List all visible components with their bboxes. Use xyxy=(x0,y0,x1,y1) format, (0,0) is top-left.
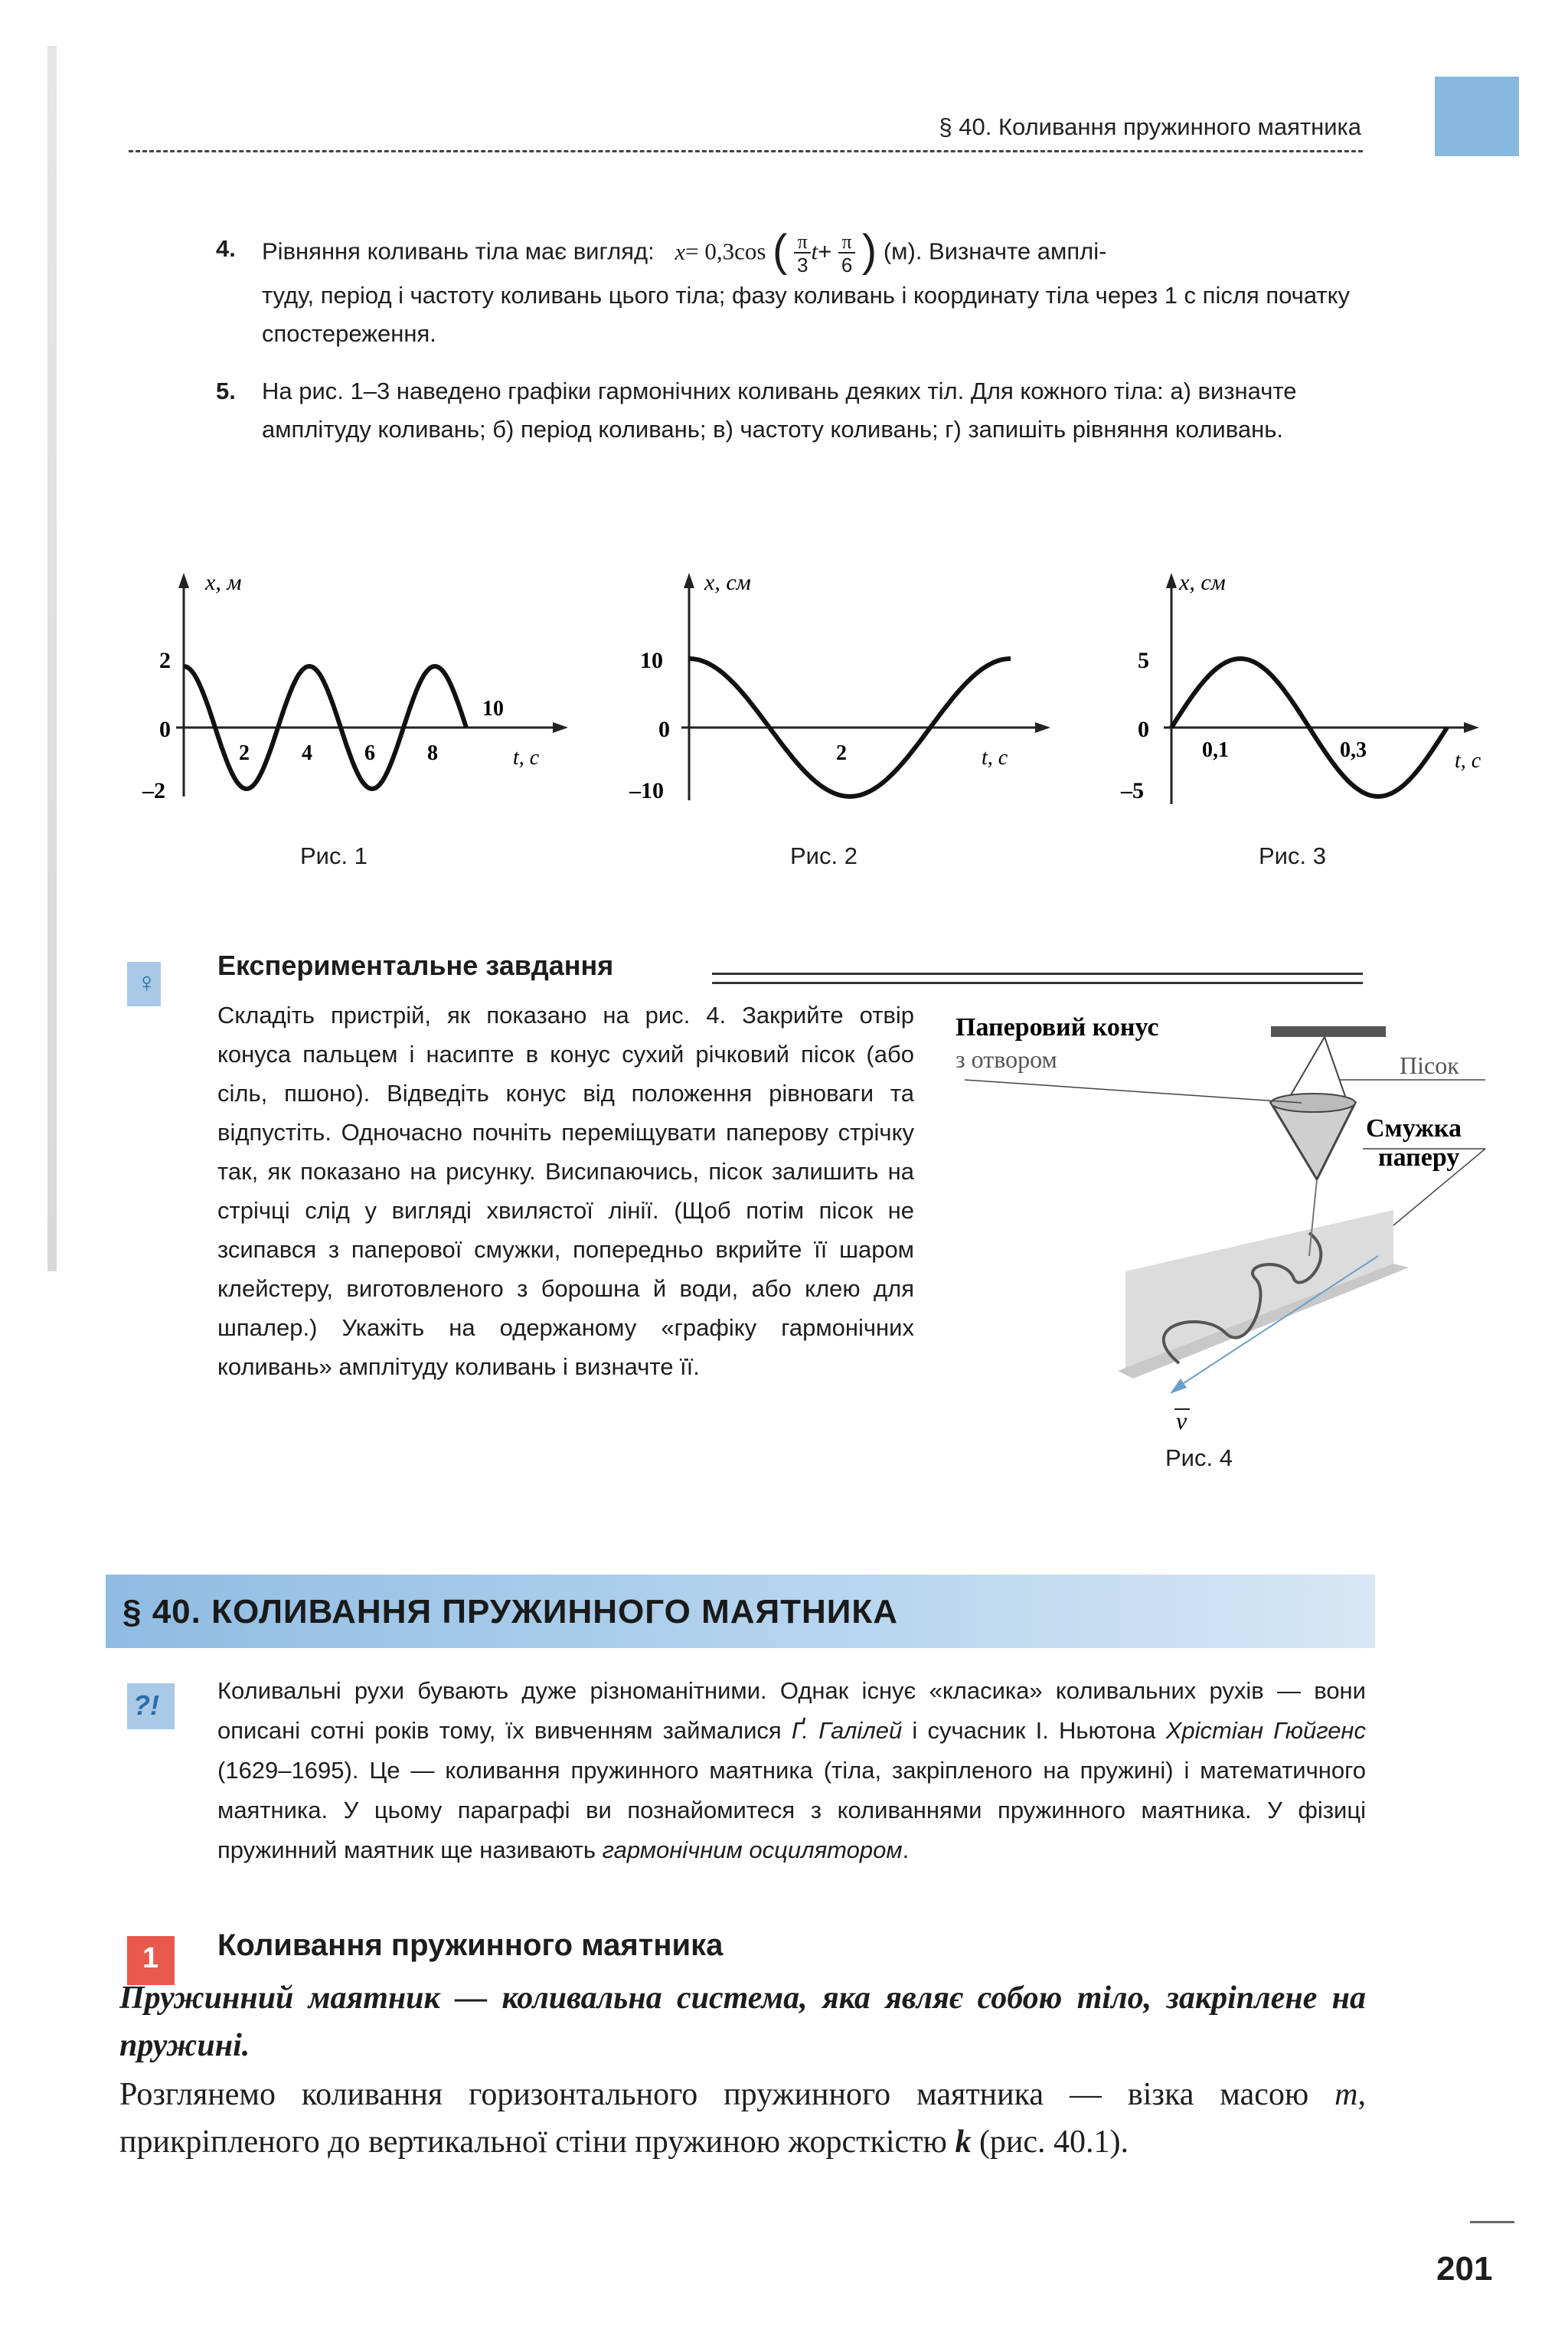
definition: Пружинний маятник — коливальна система, яка являє собою тіло, закріплене на пружині. xyxy=(119,1980,1366,2063)
y-tick-10: 10 xyxy=(640,648,663,673)
x-tick-0-1: 0,1 xyxy=(1202,738,1229,762)
y-tick-minus-10: –10 xyxy=(629,778,664,803)
task-4 xyxy=(216,225,1364,353)
x-label: t, с xyxy=(1455,749,1481,773)
label-velocity: v xyxy=(1176,1407,1187,1434)
question-icon: ?! xyxy=(127,1683,175,1729)
key-icon: ♀ xyxy=(127,962,161,1006)
x-tick-6: 6 xyxy=(364,741,375,765)
task-text: Рівняння коливань тіла має вигляд: x= 0,3cos ( $\frac{\pi}{3}t+ \frac{\pi}{6}$ ) (м). Визначте амплі- туду, період і частоту коливань цього тіла; фазу коливань і координату тіла через 1 с після початку спостереження. xyxy=(262,225,1350,347)
x-arrow xyxy=(553,722,568,733)
figure-4 xyxy=(949,1003,1501,1440)
task-text: На рис. 1–3 наведено графіки гармонічних коливань деяких тіл. Для кожного тіла: а) визначте амплітуду коливань; б) період коливань; в) частоту коливань; г) запишіть рівняння коливань. xyxy=(262,378,1297,443)
x-tick-4: 4 xyxy=(302,741,312,765)
task-number: 5. xyxy=(216,378,236,404)
figure-3-caption: Рис. 3 xyxy=(1259,842,1326,869)
label-strip-1: Смужка xyxy=(1366,1114,1462,1143)
experiment-rule xyxy=(712,973,1363,984)
label-strip-2: паперу xyxy=(1378,1143,1460,1172)
figure-4-caption: Рис. 4 xyxy=(1165,1444,1233,1471)
figure-2 xyxy=(628,567,1057,819)
y-tick-minus-5: –5 xyxy=(1121,778,1144,803)
support-bar xyxy=(1271,1026,1386,1037)
x-tick-10: 10 xyxy=(482,697,504,721)
x-arrow xyxy=(1464,722,1479,733)
label-with-hole: з отвором xyxy=(956,1045,1057,1073)
x-arrow xyxy=(1035,722,1050,733)
y-label: x, м xyxy=(205,570,242,595)
paper-cone xyxy=(1271,1103,1355,1179)
x-tick-0-3: 0,3 xyxy=(1340,738,1367,762)
leader-line-cone xyxy=(965,1080,1302,1103)
experiment-title: Експериментальне завдання xyxy=(217,950,614,981)
y-tick-0: 0 xyxy=(159,717,171,742)
page-edge-shadow xyxy=(47,46,57,1271)
y-arrow xyxy=(684,573,694,588)
thread xyxy=(1325,1037,1348,1103)
y-tick-0: 0 xyxy=(658,717,670,742)
page-number-rule xyxy=(1470,2221,1514,2223)
fraction-pi-3: $\frac{\pi}{3}$ xyxy=(794,230,811,276)
y-tick-2: 2 xyxy=(159,648,171,673)
y-arrow xyxy=(1166,573,1177,588)
label-sand: Пісок xyxy=(1400,1052,1459,1079)
x-tick-2: 2 xyxy=(836,741,847,765)
running-header: § 40. Коливання пружинного маятника xyxy=(939,113,1361,140)
task-5 xyxy=(216,372,1364,449)
body-paragraph: Розглянемо коливання горизонтального пружинного маятника — візка масою m, прикріпленого до вертикальної стіни пружиною жорсткістю k (рис. 40.1). xyxy=(119,2077,1366,2160)
header-rule xyxy=(129,150,1363,152)
x-label: t, с xyxy=(982,746,1008,770)
velocity-arrow xyxy=(1170,1379,1187,1394)
chapter-tab xyxy=(1435,77,1519,156)
y-tick-0: 0 xyxy=(1138,717,1149,742)
figure-3 xyxy=(1118,567,1516,819)
y-label: x, см xyxy=(1179,570,1226,595)
x-tick-8: 8 xyxy=(427,741,438,765)
label-paper-cone: Паперовий конус xyxy=(956,1013,1159,1042)
x-tick-2: 2 xyxy=(239,741,250,765)
subsection-title: Коливання пружинного маятника xyxy=(217,1928,724,1962)
figure-1-caption: Рис. 1 xyxy=(300,842,368,869)
x-label: t, c xyxy=(513,746,540,770)
y-tick-minus-2: –2 xyxy=(142,778,165,803)
subsection-number-badge: 1 xyxy=(127,1936,175,1985)
fraction-pi-6: $\frac{\pi}{6}$ xyxy=(838,230,855,276)
page-number: 201 xyxy=(1436,2250,1493,2288)
formula-paren: ) xyxy=(861,225,877,276)
cone-rim xyxy=(1271,1094,1355,1112)
y-arrow xyxy=(178,573,189,588)
section-title: § 40. КОЛИВАННЯ ПРУЖИННОГО МАЯТНИКА xyxy=(122,1593,899,1630)
figure-1 xyxy=(142,567,574,819)
experiment-text: Складіть пристрій, як показано на рис. 4. Закрийте отвір конуса пальцем і насипте в конус сухий річковий пісок (або сіль, пшоно). Відведіть конус від положення рівноваги та відпустіть. Одночасно почніть переміщувати паперову стрічку так, як показано на рисунку. Висипаючись, пісок залишить на стрічці слід у вигляді хвилястої лінії. (Щоб потім пісок не зсипався з паперової смужки, попередньо вкрийте її шаром клейстеру, виготовленого з борошна й води, або клею для шпалер.) Укажіть на одержаному «графіку гармонічних коливань» амплітуду коливань і визначте її. xyxy=(217,1002,914,1380)
task-number: 4. xyxy=(216,235,236,262)
y-label: x, см xyxy=(704,570,751,595)
figure-2-caption: Рис. 2 xyxy=(790,842,858,869)
section-intro: Коливальні рухи бувають дуже різноманітними. Однак існує «класика» коливальних рухів — вони описані сотні років тому, їх вивченням займалися Ґ. Галілей і сучасник І. Ньютона Хрістіан Гюйгенс (1629–1695). Це — коливання пружинного маятника (тіла, закріпленого на пружині) і математичного маятника. У цьому параграфі ви познайомитеся з коливаннями пружинного маятника. У фізиці пружинний маятник ще називають гармонічним осцилятором. xyxy=(217,1677,1366,1863)
formula-paren: ( xyxy=(773,225,788,276)
y-tick-5: 5 xyxy=(1138,648,1149,673)
